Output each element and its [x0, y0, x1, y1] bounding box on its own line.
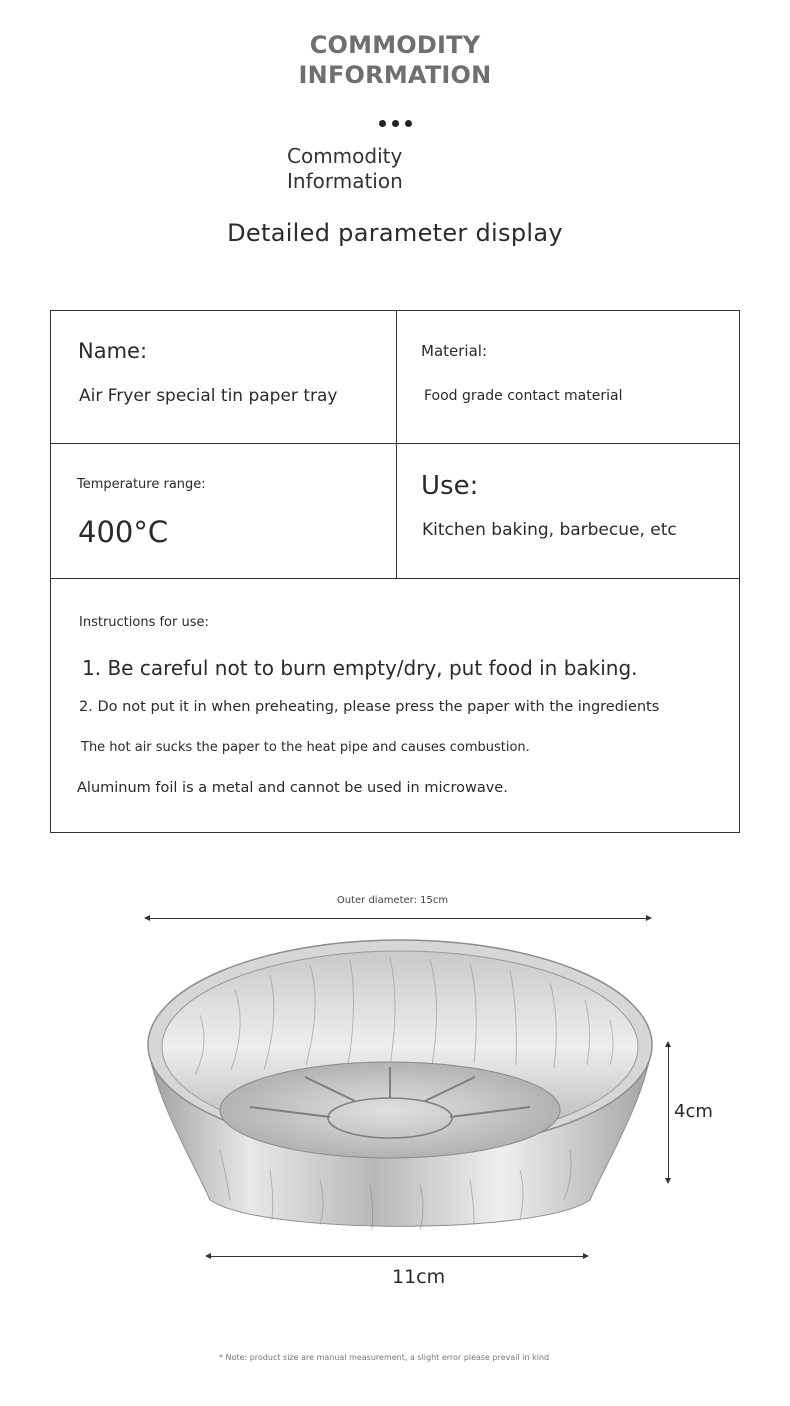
sub-title-line1: Commodity — [287, 144, 403, 168]
arrow-up-icon — [665, 1041, 671, 1047]
dots-divider — [0, 112, 790, 131]
table-divider — [51, 443, 739, 444]
parameter-table — [50, 310, 740, 833]
arrow-down-icon — [665, 1178, 671, 1184]
header-title-line2: INFORMATION — [298, 61, 492, 89]
bottom-diameter-line — [207, 1256, 587, 1257]
footer-note: * Note: product size are manual measurement, a slight error please prevail in kind — [219, 1353, 550, 1362]
table-divider — [51, 578, 739, 579]
arrow-right-icon — [646, 915, 652, 921]
temperature-label: Temperature range: — [77, 477, 206, 492]
name-value: Air Fryer special tin paper tray — [79, 386, 338, 406]
bottom-diameter-label: 11cm — [392, 1266, 446, 1288]
foil-tray-image — [140, 935, 660, 1240]
instruction-line1: 1. Be careful not to burn empty/dry, put food in baking. — [82, 656, 638, 680]
header-title — [0, 30, 790, 90]
arrow-left-icon — [144, 915, 150, 921]
material-value: Food grade contact material — [424, 388, 623, 404]
temperature-value: 400°C — [78, 515, 169, 549]
outer-diameter-line — [146, 918, 650, 919]
height-line — [668, 1044, 669, 1182]
table-divider — [396, 311, 397, 578]
instruction-line2: 2. Do not put it in when preheating, please press the paper with the ingredients — [79, 699, 660, 715]
use-label: Use: — [421, 471, 479, 501]
arrow-left-icon — [205, 1253, 211, 1259]
outer-diameter-label: Outer diameter: 15cm — [336, 895, 449, 906]
height-label: 4cm — [674, 1101, 713, 1122]
instruction-line4: Aluminum foil is a metal and cannot be used in microwave. — [77, 780, 508, 796]
header-title-line1: COMMODITY — [309, 31, 481, 59]
use-value: Kitchen baking, barbecue, etc — [422, 520, 677, 540]
name-label: Name: — [78, 339, 148, 363]
instructions-label: Instructions for use: — [79, 615, 209, 630]
material-label: Material: — [421, 342, 487, 360]
instruction-line3: The hot air sucks the paper to the heat pipe and causes combustion. — [81, 740, 530, 755]
arrow-right-icon — [583, 1253, 589, 1259]
sub-title — [287, 144, 403, 194]
detail-title: Detailed parameter display — [227, 219, 563, 247]
sub-title-line2: Information — [287, 169, 403, 193]
